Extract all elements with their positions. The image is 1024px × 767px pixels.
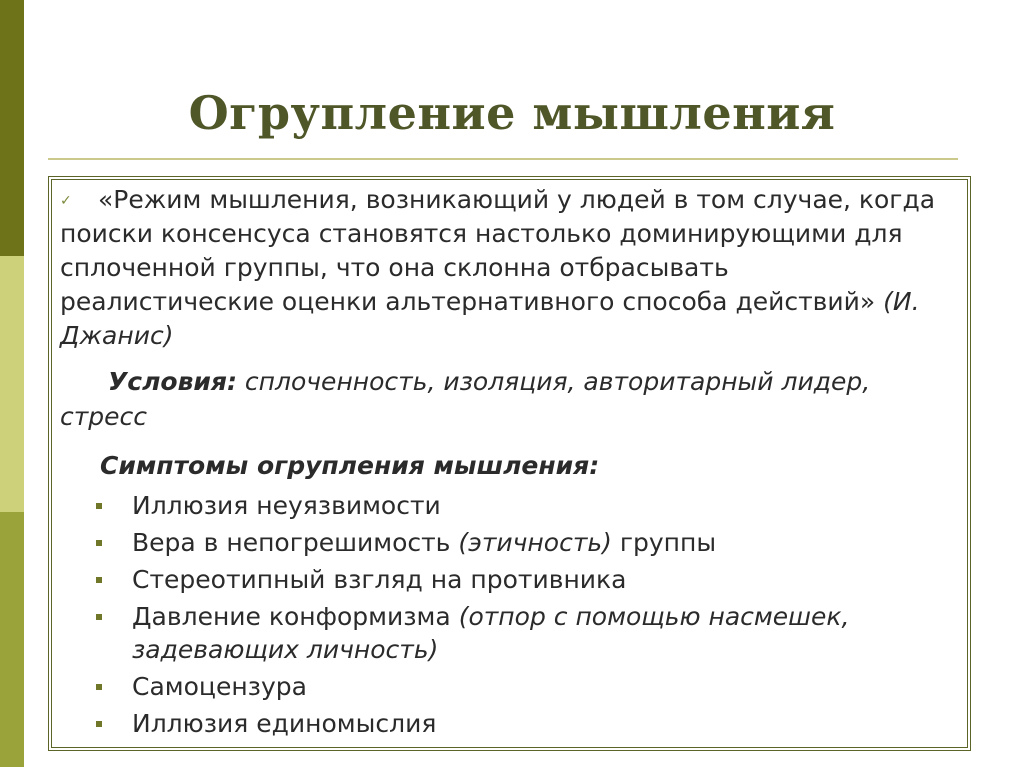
conditions-line (60, 364, 920, 434)
list-item: Самоцензура (92, 670, 922, 703)
square-bullet-icon (96, 577, 102, 583)
list-item: Давление конформизма (отпор с помощью насмешек, задевающих личность) (92, 600, 922, 666)
quote-text: «Режим мышления, возникающий у людей в том случае, когда поиски консенсуса становятся настолько доминирующими для сплоченной группы, что она склонна отбрасывать реалистические оценки альтернативного способа действий» (60, 185, 936, 316)
list-item: Иллюзия единомыслия (92, 707, 922, 740)
list-item: Вера в непогрешимость (этичность) группы (92, 526, 922, 559)
list-item: Стереотипный взгляд на противника (92, 563, 922, 596)
quote-author: (И. Джанис) (60, 287, 920, 350)
check-icon: ✓ (60, 193, 72, 209)
quote-block (60, 183, 950, 353)
square-bullet-icon (96, 721, 102, 727)
side-strip-light (0, 256, 24, 512)
slide-title: Огрупление мышления (188, 86, 836, 140)
square-bullet-icon (96, 503, 102, 509)
title-divider (48, 158, 958, 160)
definition-quote (60, 183, 950, 353)
square-bullet-icon (96, 684, 102, 690)
square-bullet-icon (96, 614, 102, 620)
side-strip-mid (0, 512, 24, 767)
conditions-text: сплоченность, изоляция, авторитарный лидер, стресс (60, 367, 871, 431)
symptoms-heading: Симптомы огрупления мышления: (100, 451, 600, 480)
symptoms-list (92, 489, 922, 744)
square-bullet-icon (96, 540, 102, 546)
list-item: Иллюзия неуязвимости (92, 489, 922, 522)
conditions-label: Условия: (108, 367, 237, 396)
side-strip-dark (0, 0, 24, 256)
